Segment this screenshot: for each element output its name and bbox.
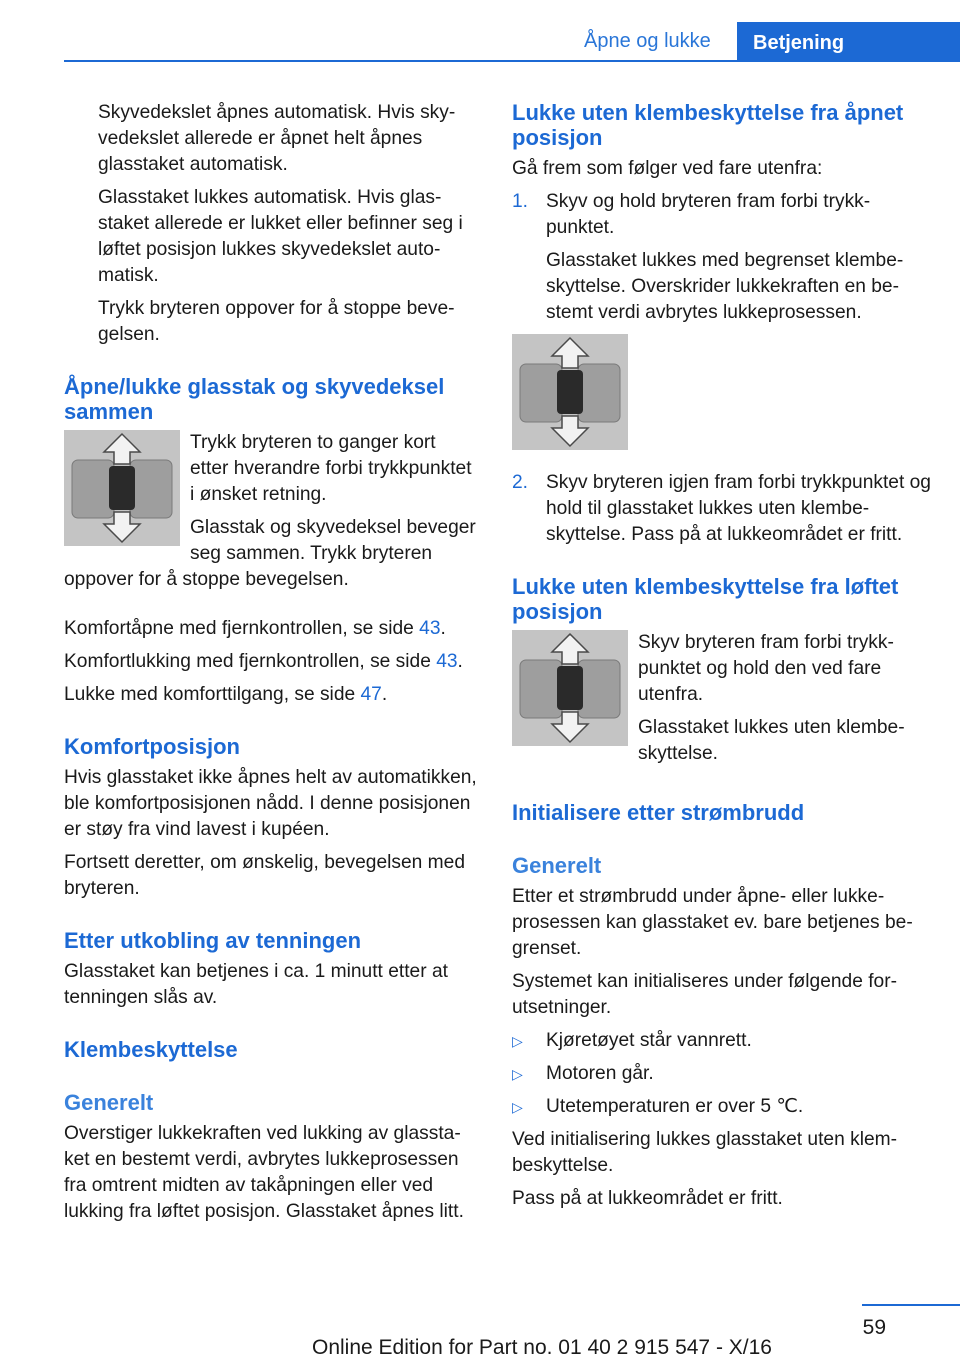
heading-comfort-position: Komfortposisjon — [64, 734, 240, 759]
intro-paragraph: Glasstaket lukkes automatisk. Hvis glasstaket allerede er lukket eller befinner seg i løftet posisjon lukkes skyvedekslet automatisk. — [98, 187, 463, 286]
comfort-open-ref: Komfortåpne med fjernkontrollen, se side 43. — [64, 618, 446, 639]
init-paragraph: Pass på at lukkeområdet er fritt. — [512, 1188, 783, 1209]
roof-switch-illustration — [64, 430, 180, 546]
bullet-arrow-icon: ▷ — [512, 1099, 523, 1115]
page-link[interactable]: 43 — [436, 651, 458, 672]
open-position-intro: Gå frem som følger ved fare utenfra: — [512, 158, 823, 179]
list-item — [512, 470, 932, 548]
intro-paragraph: Skyvedekslet åpnes automatisk. Hvis skyvedekslet allerede er åpnet helt åpnes glasstaket automatisk. — [98, 102, 456, 175]
list-item: ▷ Utetemperaturen er over 5 ℃. — [512, 1094, 932, 1120]
right-column — [512, 100, 932, 1219]
step-number: 2. — [512, 472, 529, 493]
bullet-arrow-icon: ▷ — [512, 1066, 523, 1082]
subheading-general: Generelt — [64, 1090, 154, 1115]
page-number: 59 — [862, 1316, 886, 1339]
roof-switch-icon — [512, 334, 628, 450]
steps-list — [512, 470, 932, 548]
header-section: Åpne og lukke — [584, 30, 711, 52]
list-item — [512, 189, 932, 326]
comfort-close-ref: Komfortlukking med fjernkontrollen, se side 43. — [64, 651, 463, 672]
roof-switch-illustration — [512, 334, 628, 450]
together-block — [64, 430, 479, 600]
bullet-arrow-icon: ▷ — [512, 1033, 523, 1049]
roof-switch-illustration — [512, 630, 628, 746]
heading-open-close-together: Åpne/lukke glasstak og skyvedeksel sammen — [64, 374, 445, 424]
heading-close-from-open: Lukke uten klembeskyttelse fra åpnet posisjon — [512, 100, 904, 150]
roof-switch-icon — [512, 630, 628, 746]
subheading-general: Generelt — [512, 853, 602, 878]
header-chapter-tab: Betjening — [737, 22, 960, 62]
list-item: ▷ Kjøretøyet står vannrett. — [512, 1028, 932, 1054]
lifted-block — [512, 630, 932, 774]
footer-rule — [862, 1304, 960, 1306]
heading-pinch-protection: Klembeskyttelse — [64, 1037, 238, 1062]
heading-close-from-lifted: Lukke uten klembeskyttelse fra løftet posisjon — [512, 574, 899, 624]
step-text: Skyv og hold bryteren fram forbi trykkpunktet. — [546, 191, 871, 238]
heading-initialize: Initialisere etter strømbrudd — [512, 800, 805, 825]
lifted-paragraph: Glasstaket lukkes uten klembeskyttelse. — [638, 717, 905, 764]
page-link[interactable]: 43 — [419, 618, 441, 639]
comfort-position-paragraph: Fortsett deretter, om ønskelig, bevegelsen med bryteren. — [64, 852, 465, 899]
init-paragraph: Ved initialisering lukkes glasstaket uten klembeskyttelse. — [512, 1129, 898, 1176]
page-link[interactable]: 47 — [360, 684, 382, 705]
footer-edition: Online Edition for Part no. 01 40 2 915 547 - X/16 — [312, 1336, 772, 1359]
list-item: ▷ Motoren går. — [512, 1061, 932, 1087]
lifted-paragraph: Skyv bryteren fram forbi trykkpunktet og hold den ved fare utenfra. — [638, 632, 894, 705]
roof-switch-icon — [64, 430, 180, 546]
heading-after-ignition-off: Etter utkobling av tenningen — [64, 928, 362, 953]
init-paragraph: Etter et strømbrudd under åpne- eller lukkeprosessen kan glasstaket ev. bare betjenes begrenset. — [512, 886, 913, 959]
pinch-paragraph: Overstiger lukkekraften ved lukking av glasstaket en bestemt verdi, avbrytes lukkeprosessen fra omtrent midten av takåpningen eller ved lukking fra løftet posisjon. Glasstaket åpnes litt. — [64, 1123, 464, 1222]
step-text: Skyv bryteren igjen fram forbi trykkpunktet og hold til glasstaket lukkes uten klembeskyttelse. Pass på at lukkeområdet er fritt. — [546, 472, 931, 545]
comfort-access-ref: Lukke med komforttilgang, se side 47. — [64, 684, 388, 705]
comfort-position-paragraph: Hvis glasstaket ikke åpnes helt av automatikken, ble komfortposisjonen nådd. I denne posisjonen er støy fra vind lavest i kupéen. — [64, 767, 477, 840]
step-subtext: Glasstaket lukkes med begrenset klembeskyttelse. Overskrider lukkekraften en bestemt verdi avbrytes lukkeprosessen. — [546, 250, 904, 323]
together-paragraph: Trykk bryteren to ganger kort etter hverandre forbi trykkpunktet i ønsket retning. — [190, 432, 472, 505]
together-paragraph: Glasstak og skyvedeksel beveger seg sammen. Trykk bryteren oppover for å stoppe bevegelsen. — [64, 517, 476, 590]
steps-list — [512, 189, 932, 326]
conditions-list — [512, 1028, 932, 1120]
intro-paragraph: Trykk bryteren oppover for å stoppe bevegelsen. — [98, 298, 455, 345]
step-number: 1. — [512, 191, 529, 212]
left-column — [64, 100, 479, 1232]
ignition-paragraph: Glasstaket kan betjenes i ca. 1 minutt etter at tenningen slås av. — [64, 961, 448, 1008]
init-paragraph: Systemet kan initialiseres under følgende forutsetninger. — [512, 971, 897, 1018]
